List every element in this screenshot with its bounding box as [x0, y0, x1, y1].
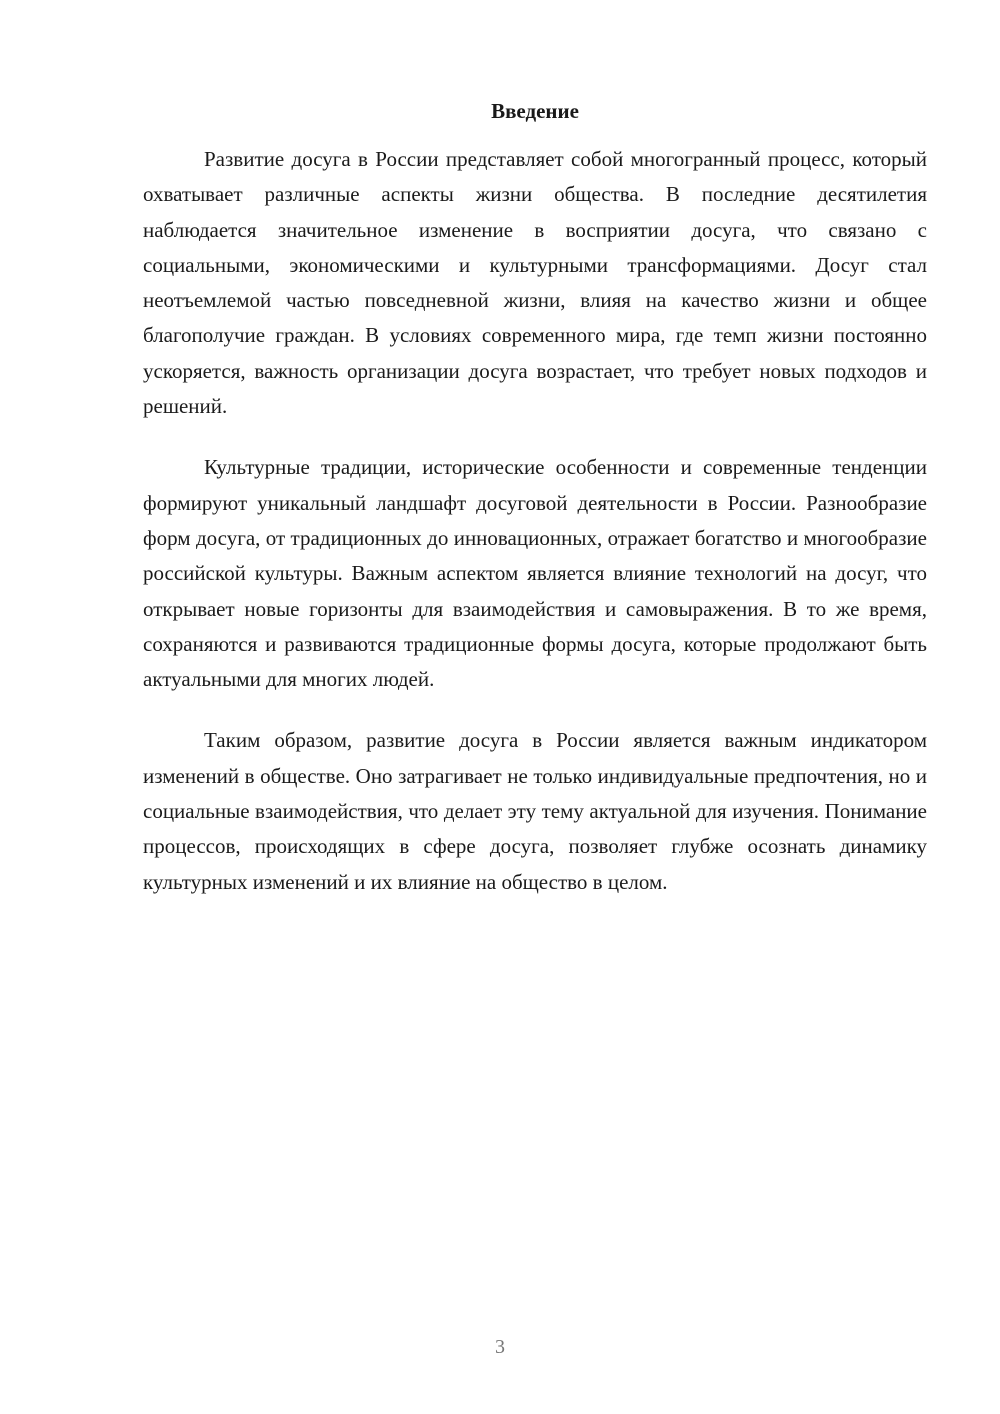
paragraph-2: Культурные традиции, исторические особенности и современные тенденции формируют уникальный ландшафт досуговой деятельности в России. Разнообразие форм досуга, от традиционных до инновационных, отражает богатство и многообразие российской культуры. Важным аспектом является влияние технологий на досуг, что открывает новые горизонты для взаимодействия и самовыражения. В то же время, сохраняются и развиваются традиционные формы досуга, которые продолжают быть актуальными для многих людей.	[143, 455, 927, 692]
page-title: Введение	[491, 99, 579, 123]
document-body	[143, 142, 927, 926]
paragraph-3: Таким образом, развитие досуга в России является важным индикатором изменений в обществе. Оно затрагивает не только индивидуальные предпочтения, но и социальные взаимодействия, что делает эту тему актуальной для изучения. Понимание процессов, происходящих в сфере досуга, позволяет глубже осознать динамику культурных изменений и их влияние на общество в целом.	[143, 728, 927, 894]
paragraph-1: Развитие досуга в России представляет собой многогранный процесс, который охватывает различные аспекты жизни общества. В последние десятилетия наблюдается значительное изменение в восприятии досуга, что связано с социальными, экономическими и культурными трансформациями. Досуг стал неотъемлемой частью повседневной жизни, влияя на качество жизни и общее благополучие граждан. В условиях современного мира, где темп жизни постоянно ускоряется, важность организации досуга возрастает, что требует новых подходов и решений.	[143, 147, 927, 419]
page-number: 3	[495, 1336, 505, 1358]
